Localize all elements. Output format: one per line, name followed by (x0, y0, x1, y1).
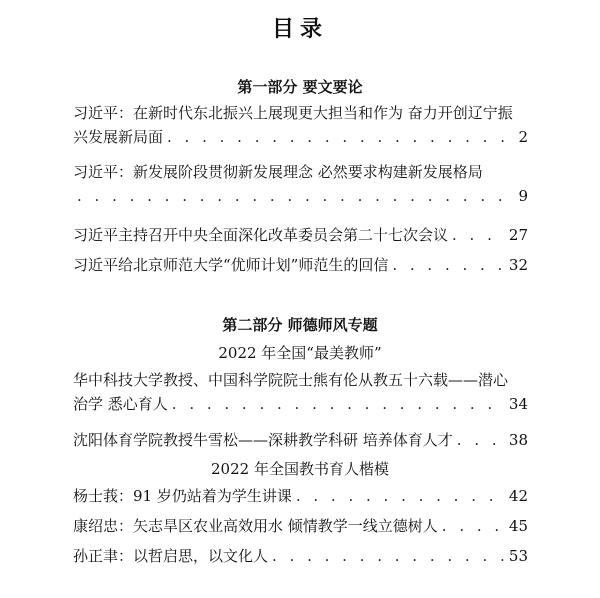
dot-leader (392, 253, 505, 277)
dot-leader (457, 428, 505, 452)
part-heading-1: 第一部分 要文要论 (237, 78, 363, 96)
toc-entry[interactable] (73, 253, 528, 277)
toc-entry-title: 华中科技大学教授、中国科学院院士熊有伦从教五十六载——潜心 (73, 371, 509, 389)
dot-leader (272, 544, 505, 568)
toc-page-number: 45 (508, 517, 528, 535)
toc-entry-title: 康绍忠：矢志旱区农业高效用水 倾情教学一线立德树人 (73, 517, 438, 535)
toc-entry[interactable] (73, 368, 528, 416)
toc-page-number: 27 (508, 226, 528, 244)
dot-leader (77, 184, 514, 208)
toc-entry[interactable] (73, 484, 528, 508)
dot-leader (452, 223, 505, 247)
toc-entry-title: 习近平给北京师范大学“优师计划”师范生的回信 (73, 256, 389, 274)
toc-page-number: 38 (508, 431, 528, 449)
toc-entry-title-cont: 治学 悉心育人 (73, 395, 168, 413)
toc-page-number: 2 (518, 128, 528, 146)
toc-entry-title: 孙正聿：以哲启思，以文化人 (73, 547, 269, 565)
dot-leader (296, 484, 505, 508)
toc-page-number: 53 (508, 547, 528, 565)
toc-entry-title: 习近平主持召开中央全面深化改革委员会第二十七次会议 (73, 226, 449, 244)
toc-page-number: 42 (508, 487, 528, 505)
toc-entry-title: 习近平：新发展阶段贯彻新发展理念 必然要求构建新发展格局 (73, 163, 483, 181)
toc-page-number: 32 (508, 256, 528, 274)
toc-entry[interactable] (73, 428, 528, 452)
dot-leader (172, 392, 505, 416)
page-title: 目录 (271, 17, 328, 42)
toc-entry[interactable] (73, 544, 528, 568)
toc-entry-title: 沈阳体育学院教授牛雪松——深耕教学科研 培养体育人才 (73, 431, 453, 449)
dot-leader (167, 125, 514, 149)
toc-entry-title: 习近平：在新时代东北振兴上展现更大担当和作为 奋力开创辽宁振 (73, 104, 513, 122)
toc-entry[interactable] (73, 514, 528, 538)
toc-entry-title: 杨士莪：91 岁仍站着为学生讲课 (73, 487, 292, 505)
part-heading-2: 第二部分 师德师风专题 (222, 316, 378, 334)
section-subheading: 2022 年全国教书育人楷模 (211, 460, 389, 478)
dot-leader (442, 514, 505, 538)
toc-entry[interactable] (73, 101, 528, 149)
section-subheading: 2022 年全国“最美教师” (218, 344, 382, 362)
toc-page-number: 34 (508, 395, 528, 413)
toc-entry-title-cont: 兴发展新局面 (73, 128, 164, 146)
toc-entry[interactable] (73, 223, 528, 247)
toc-page-number: 9 (518, 187, 528, 205)
toc-entry[interactable] (73, 160, 528, 208)
